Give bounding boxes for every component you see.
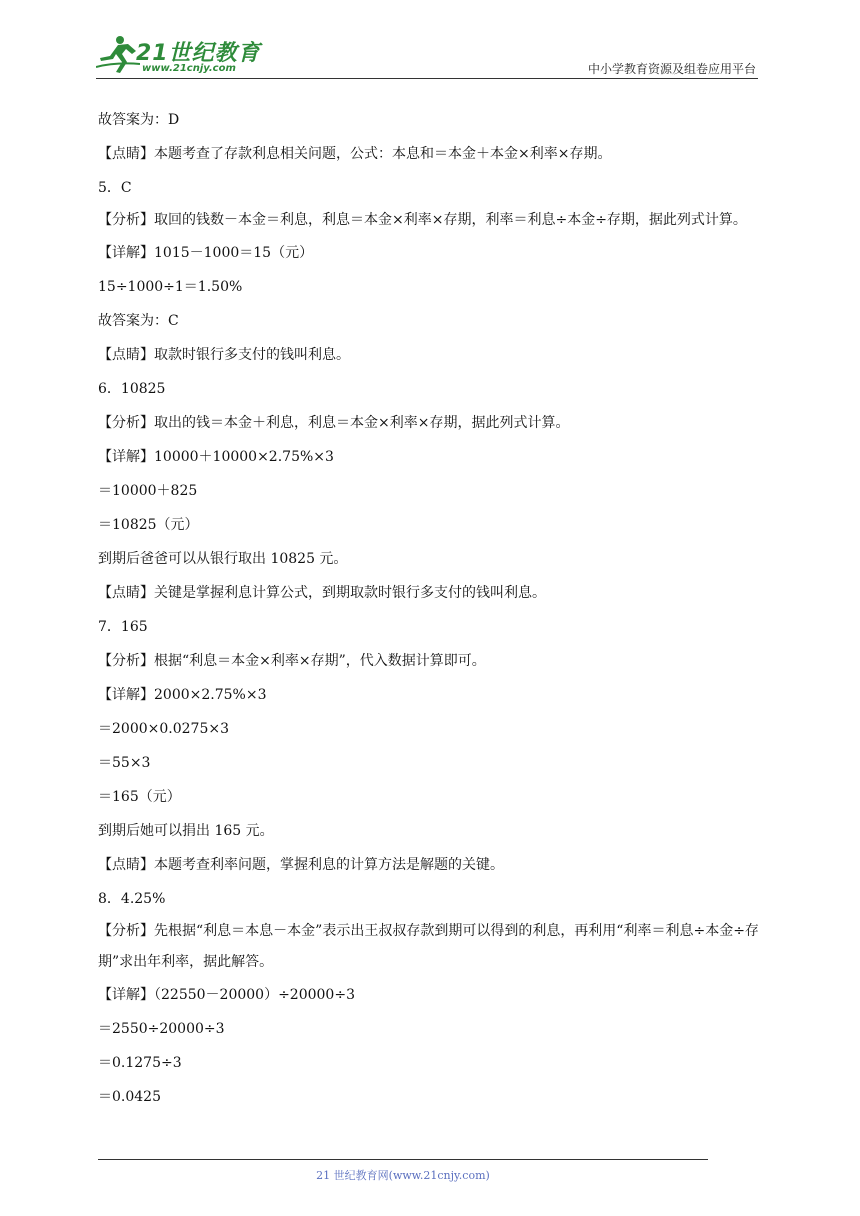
text-line: ＝0.0425 [98, 1089, 161, 1105]
brand-url: www.21cnjy.com [142, 63, 236, 74]
text-line: 【详解】1015－1000＝15（元） [98, 245, 314, 261]
question-answer: 8．4.25% [98, 891, 166, 907]
footer-divider [98, 1159, 708, 1160]
platform-name: 中小学教育资源及组卷应用平台 [587, 62, 756, 76]
text-line: ＝165（元） [98, 789, 181, 805]
text-line: 15÷1000÷1＝1.50% [98, 279, 243, 295]
text-line: 【分析】取出的钱＝本金＋利息，利息＝本金×利率×存期，据此列式计算。 [98, 415, 570, 431]
text-line: 【点睛】本题考查利率问题，掌握利息的计算方法是解题的关键。 [98, 857, 504, 873]
text-line: ＝2000×0.0275×3 [98, 721, 229, 737]
text-line: ＝55×3 [98, 755, 151, 771]
question-answer: 5．C [98, 180, 132, 196]
brand-name: 21世纪教育 [136, 41, 261, 66]
text-line: ＝10825（元） [98, 517, 199, 533]
text-line: 【点睛】取款时银行多支付的钱叫利息。 [98, 347, 350, 363]
text-line: 【点睛】关键是掌握利息计算公式，到期取款时银行多支付的钱叫利息。 [98, 585, 546, 601]
text-line: 【详解】10000＋10000×2.75%×3 [98, 449, 334, 465]
text-line: ＝2550÷20000÷3 [98, 1021, 225, 1037]
answer-content [98, 103, 763, 1114]
page-header [96, 30, 758, 79]
text-line: 故答案为：C [98, 313, 179, 329]
text-line: 到期后爸爸可以从银行取出 10825 元。 [98, 551, 348, 567]
text-line: 到期后她可以捐出 165 元。 [98, 823, 274, 839]
text-line: 【分析】根据“利息＝本金×利率×存期”，代入数据计算即可。 [98, 653, 486, 669]
text-line: 【详解】（22550－20000）÷20000÷3 [98, 987, 355, 1003]
text-line: 故答案为：D [98, 112, 180, 128]
text-line: 【分析】先根据“利息＝本息－本金”表示出王叔叔存款到期可以得到的利息，再利用“利率＝利息÷本金÷存期”求出年利率，据此解答。 [98, 923, 759, 970]
logo [96, 34, 266, 76]
text-line: 【分析】取回的钱数－本金＝利息，利息＝本金×利率×存期，利率＝利息÷本金÷存期，据此列式计算。 [98, 212, 747, 228]
runner-logo-icon [96, 34, 140, 74]
text-line: ＝10000＋825 [98, 483, 198, 499]
question-answer: 6．10825 [98, 381, 166, 397]
question-answer: 7．165 [98, 619, 148, 635]
page-footer: 21 世纪教育网(www.21cnjy.com) [316, 1169, 490, 1182]
text-line: 【详解】2000×2.75%×3 [98, 687, 267, 703]
text-line: 【点睛】本题考查了存款利息相关问题，公式：本息和＝本金＋本金×利率×存期。 [98, 146, 612, 162]
text-line: ＝0.1275÷3 [98, 1055, 182, 1071]
